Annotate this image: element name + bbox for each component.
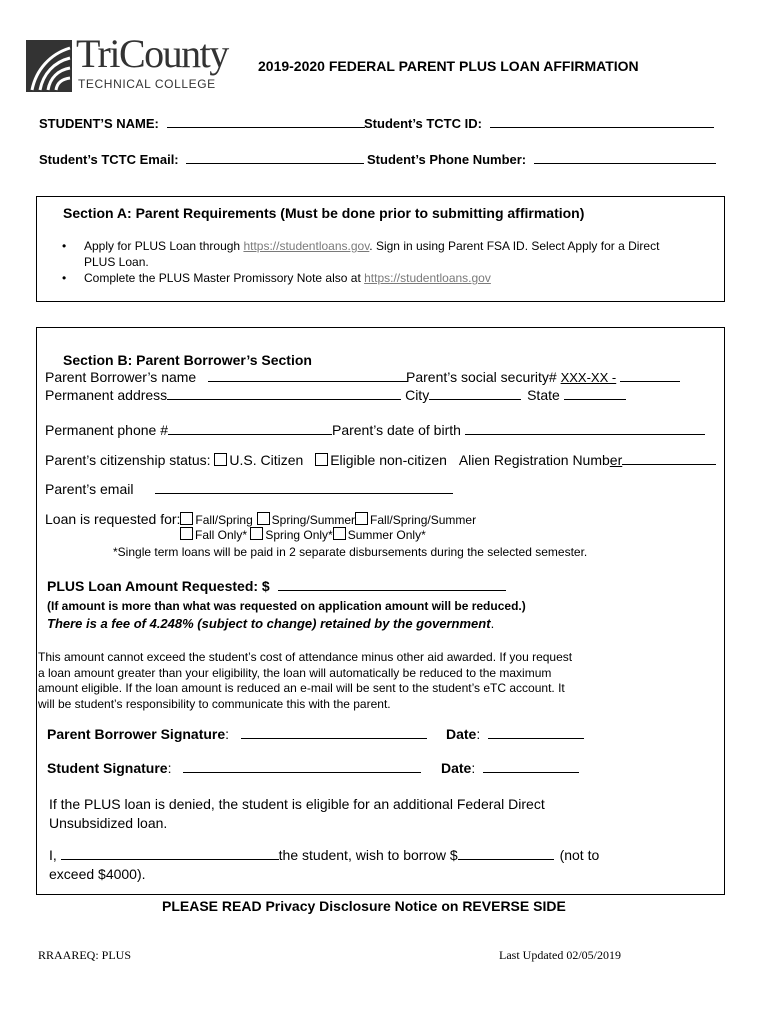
single-term-note: *Single term loans will be paid in 2 separate disbursements during the selected semester. xyxy=(113,545,588,559)
studentloans-link-1[interactable]: https://studentloans.gov xyxy=(243,239,370,253)
student-id-label: Student’s TCTC ID: xyxy=(364,116,482,131)
bullet-icon: • xyxy=(62,239,67,253)
cost-of-attendance-paragraph: This amount cannot exceed the student’s cost of attendance minus other aid awarded. If you request a loan amount greater than your eligibility, the loan will automatically be reduced to the maximum amount eligible. If the loan amount is reduced an e-mail will be sent to the student’s eTC account. It will be student’s responsibility to communicate this with the parent. xyxy=(38,650,573,711)
student-email-row xyxy=(39,152,364,167)
fee-note: There is a fee of 4.248% (subject to change) retained by the government. xyxy=(47,616,495,631)
section-a-bullet-2: • Complete the PLUS Master Promissory Note also at https://studentloans.gov xyxy=(62,271,491,285)
section-b-title: Section B: Parent Borrower’s Section xyxy=(63,352,312,368)
borrower-name-field[interactable] xyxy=(208,381,408,382)
city-field[interactable] xyxy=(429,399,521,400)
privacy-notice: PLEASE READ Privacy Disclosure Notice on REVERSE SIDE xyxy=(162,898,566,914)
student-name-borrow-field[interactable] xyxy=(61,859,279,860)
student-email-label: Student’s TCTC Email: xyxy=(39,152,179,167)
us-citizen-checkbox[interactable] xyxy=(214,453,227,466)
college-logo xyxy=(26,31,241,98)
student-date-row: Date: xyxy=(441,760,579,776)
loan-amount-field[interactable] xyxy=(278,590,506,591)
footer-last-updated: Last Updated 02/05/2019 xyxy=(499,948,621,962)
student-signature-row: Student Signature: xyxy=(47,760,421,776)
student-name-row xyxy=(39,116,365,131)
single-term-row: Fall Only* Spring Only* Summer Only* xyxy=(180,527,426,542)
fall-only-checkbox[interactable] xyxy=(180,527,193,540)
address-field[interactable] xyxy=(167,399,401,400)
student-email-field[interactable] xyxy=(186,163,364,164)
parent-date-field[interactable] xyxy=(488,738,584,739)
logo-subtitle: TECHNICAL COLLEGE xyxy=(78,77,216,91)
eligible-noncitizen-checkbox[interactable] xyxy=(315,453,328,466)
dob-field[interactable] xyxy=(465,434,705,435)
student-phone-field[interactable] xyxy=(534,163,716,164)
student-phone-label: Student’s Phone Number: xyxy=(367,152,527,167)
parent-phone-field[interactable] xyxy=(168,434,332,435)
logo-wordmark: TriCounty xyxy=(76,31,228,76)
phone-row: Permanent phone # Parent’s date of birth xyxy=(45,422,705,438)
parent-signature-field[interactable] xyxy=(241,738,427,739)
address-row: Permanent address City State xyxy=(45,387,626,403)
section-a-title: Section A: Parent Requirements (Must be done prior to submitting affirmation) xyxy=(63,205,585,221)
loan-period-row: Loan is requested for: Fall/Spring Spring/Summer Fall/Spring/Summer xyxy=(45,511,477,527)
borrow-amount-field[interactable] xyxy=(458,859,554,860)
state-field[interactable] xyxy=(564,399,626,400)
citizenship-row: Parent’s citizenship status: U.S. Citizen Eligible non-citizen Alien Registration Number xyxy=(45,452,716,468)
summer-only-checkbox[interactable] xyxy=(333,527,346,540)
section-a-bullet-1: • Apply for PLUS Loan through https://studentloans.gov. Sign in using Parent FSA ID. Select Apply for a Direct PLUS Loan. xyxy=(62,239,660,269)
parent-date-row: Date: xyxy=(446,726,584,742)
spring-only-checkbox[interactable] xyxy=(250,527,263,540)
student-id-field[interactable] xyxy=(490,127,714,128)
student-name-label: STUDENT’S NAME: xyxy=(39,116,159,131)
student-id-row xyxy=(364,116,714,131)
borrow-statement: I, the student, wish to borrow $ (not to exceed $4000). xyxy=(49,847,600,882)
studentloans-link-2[interactable]: https://studentloans.gov xyxy=(364,271,491,285)
ssn-value: XXX-XX - xyxy=(560,370,617,385)
amount-note: (If amount is more than what was requested on application amount will be reduced.) xyxy=(47,599,526,613)
fall-spring-summer-checkbox[interactable] xyxy=(355,512,368,525)
student-phone-row xyxy=(367,152,716,167)
parent-email-row: Parent’s email xyxy=(45,481,453,497)
fall-spring-checkbox[interactable] xyxy=(180,512,193,525)
logo-emblem-icon xyxy=(26,40,72,92)
ssn-field[interactable] xyxy=(620,381,680,382)
amount-row: PLUS Loan Amount Requested: $ xyxy=(47,578,506,594)
denied-paragraph: If the PLUS loan is denied, the student is eligible for an additional Federal Direct Unsubsidized loan. xyxy=(49,796,545,831)
parent-signature-row: Parent Borrower Signature: xyxy=(47,726,427,742)
alien-number-field[interactable] xyxy=(622,464,716,465)
footer-form-code: RRAAREQ: PLUS xyxy=(38,948,132,962)
student-name-field[interactable] xyxy=(167,127,365,128)
ssn-row: Parent’s social security# XXX-XX - xyxy=(406,369,680,385)
form-title: 2019-2020 FEDERAL PARENT PLUS LOAN AFFIRMATION xyxy=(258,58,639,74)
bullet-icon: • xyxy=(62,271,67,285)
parent-email-field[interactable] xyxy=(155,493,453,494)
student-date-field[interactable] xyxy=(483,772,579,773)
spring-summer-checkbox[interactable] xyxy=(257,512,270,525)
borrower-name-row: Parent Borrower’s name xyxy=(45,369,408,385)
student-signature-field[interactable] xyxy=(183,772,421,773)
